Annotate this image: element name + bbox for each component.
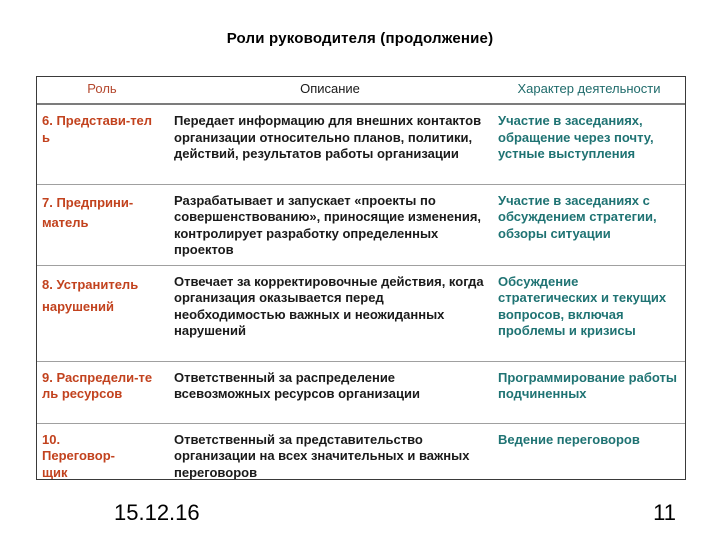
role-cell	[36, 104, 168, 184]
role-text: 9. Распредели-те ль ресурсов	[42, 369, 153, 401]
role-cell	[36, 361, 168, 423]
table-row	[36, 361, 686, 423]
role-text: 6. Представи-тел ь	[42, 113, 153, 145]
description-cell: Передает информацию для внешних контактов организации относительно планов, политики, действий, результатов работы организации	[174, 113, 482, 161]
role-text: 7. Предприни-матель	[42, 194, 134, 230]
header-activity: Характер деятельности	[492, 76, 686, 104]
roles-table	[36, 76, 686, 487]
page-title: Роли руководителя (продолжение)	[226, 30, 494, 47]
description-cell: Ответственный за распределение всевозможных ресурсов организации	[168, 361, 492, 423]
table-header-row	[36, 76, 686, 104]
role-cell	[36, 423, 168, 487]
description-cell: Отвечает за корректировочные действия, когда организация оказывается перед необходимостью важных и неожиданных нарушений	[168, 265, 492, 361]
table-row	[36, 104, 686, 184]
header-role: Роль	[36, 76, 168, 104]
table-row	[36, 423, 686, 487]
role-text: 10. Переговор-щик	[42, 431, 115, 480]
table-row	[36, 265, 686, 361]
activity-cell: Ведение переговоров	[492, 423, 686, 487]
activity-cell: Участие в заседаниях, обращение через почту, устные выступления	[498, 113, 654, 161]
activity-cell: Обсуждение стратегических и текущих вопросов, включая проблемы и кризисы	[492, 265, 686, 361]
role-cell	[36, 265, 168, 361]
role-text: 8. Устранитель нарушений	[42, 276, 139, 314]
table-row	[36, 184, 686, 265]
page-number: 11	[653, 500, 676, 525]
activity-cell: Участие в заседаниях с обсуждением стратегии, обзоры ситуации	[492, 184, 686, 265]
description-cell: Ответственный за представительство организации на всех значительных и важных переговоров	[168, 423, 492, 487]
role-cell	[36, 184, 168, 265]
description-cell: Разрабатывает и запускает «проекты по совершенствованию», приносящие изменения, контролирует разработку определенных проектов	[168, 184, 492, 265]
footer-date: 15.12.16	[114, 500, 200, 525]
activity-cell: Программирование работы подчиненных	[492, 361, 686, 423]
header-description: Описание	[168, 76, 492, 104]
